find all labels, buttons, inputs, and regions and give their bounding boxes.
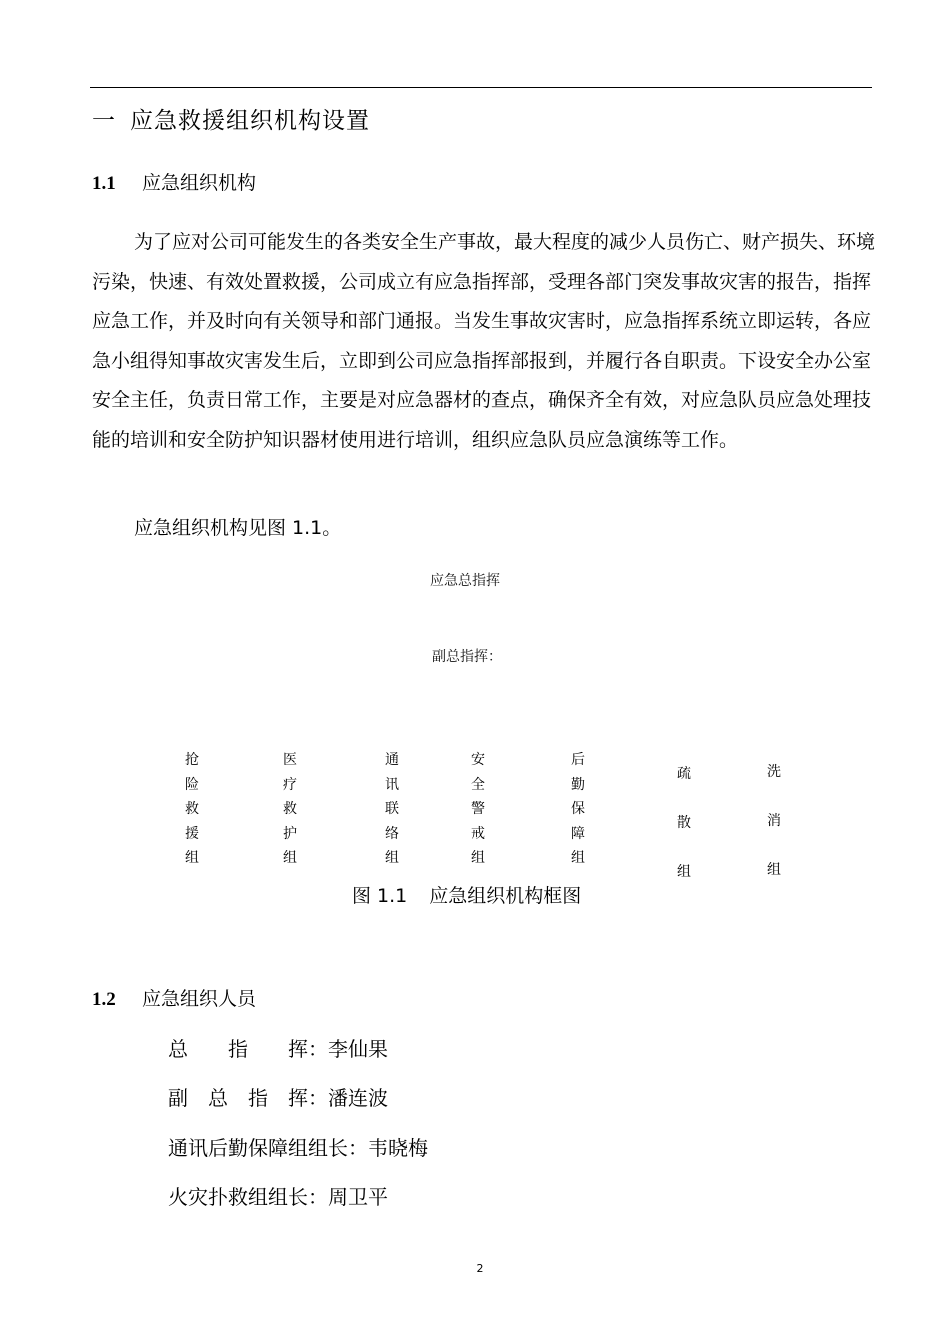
org-group-char: 讯 xyxy=(385,776,399,793)
org-group-char: 组 xyxy=(571,850,585,866)
org-group-char: 险 xyxy=(185,776,199,793)
org-group-char: 散 xyxy=(677,815,691,831)
chapter-number: 一 xyxy=(92,108,116,134)
org-group-char: 组 xyxy=(767,862,781,878)
person-name: 周卫平 xyxy=(328,1185,388,1209)
person-name: 潘连波 xyxy=(328,1086,388,1110)
section-1-number: 1.1 xyxy=(92,173,116,194)
org-group-char: 疗 xyxy=(283,776,297,793)
org-group-char: 后 xyxy=(571,752,585,768)
org-group-char: 洗 xyxy=(767,764,781,780)
section-1-title: 应急组织机构 xyxy=(142,172,257,194)
org-group-logistics xyxy=(568,748,588,871)
org-group-char: 警 xyxy=(471,801,485,817)
org-group-char: 救 xyxy=(283,801,297,817)
page-number: 2 xyxy=(476,1262,484,1275)
chapter-heading xyxy=(92,102,370,135)
section-2-heading xyxy=(92,984,256,1011)
org-group-decontamination xyxy=(764,748,784,895)
org-group-char: 障 xyxy=(571,825,585,842)
org-group-char: 组 xyxy=(385,850,399,866)
org-group-char: 援 xyxy=(185,825,199,842)
org-group-rescue xyxy=(182,748,202,871)
section-1-heading xyxy=(92,168,256,195)
org-group-medical xyxy=(280,748,300,871)
org-group-char: 戒 xyxy=(471,825,485,842)
org-group-char: 络 xyxy=(385,825,399,842)
header-rule xyxy=(90,87,872,88)
org-deputy-commander: 副总指挥： xyxy=(432,649,502,665)
person-role: 总 指 挥： xyxy=(168,1037,328,1061)
figure-title: 应急组织机构框图 xyxy=(429,885,582,907)
org-group-char: 抢 xyxy=(185,752,199,768)
person-row xyxy=(168,1132,428,1161)
figure-reference: 应急组织机构见图 1.1。 xyxy=(134,517,342,539)
org-group-char: 组 xyxy=(677,864,691,880)
person-row xyxy=(168,1082,388,1111)
org-group-char: 安 xyxy=(471,752,485,768)
section-2-title: 应急组织人员 xyxy=(142,988,257,1010)
person-row xyxy=(168,1181,388,1210)
org-group-char: 勤 xyxy=(571,776,585,793)
person-row xyxy=(168,1033,388,1062)
org-group-security xyxy=(468,748,488,871)
chapter-title: 应急救援组织机构设置 xyxy=(130,108,370,134)
org-group-char: 全 xyxy=(471,776,485,793)
figure-number: 图 1.1 xyxy=(352,885,408,907)
org-group-char: 护 xyxy=(283,825,297,842)
org-group-char: 保 xyxy=(571,801,585,817)
org-group-char: 医 xyxy=(283,752,297,768)
org-group-communication xyxy=(382,748,402,871)
org-group-char: 联 xyxy=(385,801,399,817)
person-role: 副 总 指 挥： xyxy=(168,1086,328,1110)
org-group-char: 组 xyxy=(185,850,199,866)
org-group-char: 组 xyxy=(283,850,297,866)
figure-caption xyxy=(352,881,581,908)
org-top-commander: 应急总指挥 xyxy=(430,573,500,589)
section-2-number: 1.2 xyxy=(92,989,116,1010)
org-group-char: 消 xyxy=(767,813,781,829)
org-group-char: 通 xyxy=(385,752,399,768)
org-group-evacuation xyxy=(674,750,694,897)
person-name: 韦晓梅 xyxy=(368,1136,428,1160)
person-role: 通讯后勤保障组组长： xyxy=(168,1136,368,1160)
org-group-char: 救 xyxy=(185,801,199,817)
person-role: 火灾扑救组组长： xyxy=(168,1185,328,1209)
person-name: 李仙果 xyxy=(328,1037,388,1061)
section-1-paragraph: 为了应对公司可能发生的各类安全生产事故，最大程度的减少人员伤亡、财产损失、环境污染，快速、有效处置救援，公司成立有应急指挥部，受理各部门突发事故灾害的报告，指挥应急工作，并及时向有关领导和部门通报。当发生事故灾害时，应急指挥系统立即运转，各应急小组得知事故灾害发生后，立即到公司应急指挥部报到，并履行各自职责。下设安全办公室安全主任，负责日常工作，主要是对应急器材的查点，确保齐全有效，对应急队员应急处理技能的培训和安全防护知识器材使用进行培训，组织应急队员应急演练等工作。 xyxy=(92,231,876,451)
org-group-char: 疏 xyxy=(677,766,691,782)
org-group-char: 组 xyxy=(471,850,485,866)
